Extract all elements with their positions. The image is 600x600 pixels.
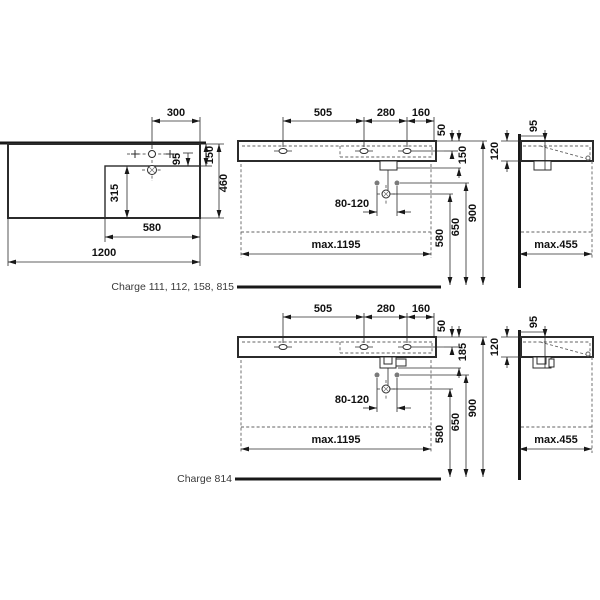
- dim-front-drain-height-bottom: 580: [434, 424, 446, 444]
- dim-plan-rear-rim: 150: [204, 145, 216, 165]
- front-view-bottom: [238, 303, 487, 477]
- dim-front-edge-to-tap-top: 50: [436, 123, 448, 137]
- dim-front-tap-pitch-1-bottom: 505: [313, 303, 333, 315]
- dim-plan-tap-to-basin: 95: [171, 152, 183, 166]
- dim-front-max-width-top: max.1195: [311, 239, 361, 251]
- dim-side-drain-to-wall-bottom: 95: [528, 315, 540, 329]
- dim-front-rim-height-bottom: 900: [467, 398, 479, 418]
- dim-plan-basin-depth: 315: [109, 183, 121, 203]
- dim-front-rim-height-top: 900: [467, 203, 479, 223]
- dim-front-tap-to-edge-bottom: 160: [411, 303, 431, 315]
- side-view-bottom: [489, 316, 593, 480]
- dim-side-fixing-height-bottom: 120: [489, 337, 501, 357]
- dim-side-max-depth-bottom: max.455: [534, 434, 578, 446]
- side-view-top: [489, 120, 593, 288]
- floor-top: [111, 281, 441, 293]
- dim-front-supply-height-bottom: 650: [450, 412, 462, 432]
- dim-side-max-depth-top: max.455: [534, 239, 578, 251]
- plan-view-top: [0, 107, 230, 266]
- dim-front-drain-height-top: 580: [434, 228, 446, 248]
- dim-front-tap-pitch-2-top: 280: [376, 107, 396, 119]
- dim-plan-overall-width: 1200: [91, 247, 117, 259]
- dim-plan-tap-to-edge: 300: [166, 107, 186, 119]
- dim-plan-basin-width: 580: [142, 222, 162, 234]
- dim-side-fixing-height-top: 120: [489, 141, 501, 161]
- dim-plan-overall-depth: 460: [218, 173, 230, 193]
- variant-label-top: Charge 111, 112, 158, 815: [111, 281, 234, 293]
- dim-front-drain-play-bottom: 80-120: [334, 394, 370, 406]
- front-view-top: [238, 107, 487, 285]
- dim-front-drain-play-top: 80-120: [334, 198, 370, 210]
- variant-label-bottom: Charge 814: [177, 473, 232, 485]
- dim-front-tap-pitch-2-bottom: 280: [376, 303, 396, 315]
- dim-side-drain-to-wall-top: 95: [528, 119, 540, 133]
- dim-front-edge-to-tap-bottom: 50: [436, 319, 448, 333]
- dim-front-tap-to-edge-top: 160: [411, 107, 431, 119]
- dim-front-max-width-bottom: max.1195: [311, 434, 361, 446]
- dim-front-body-height-top: 150: [457, 145, 469, 165]
- dim-front-tap-pitch-1-top: 505: [313, 107, 333, 119]
- floor-bottom: [177, 473, 441, 485]
- dim-front-supply-height-top: 650: [450, 217, 462, 237]
- dim-front-body-height-bottom: 185: [457, 342, 469, 362]
